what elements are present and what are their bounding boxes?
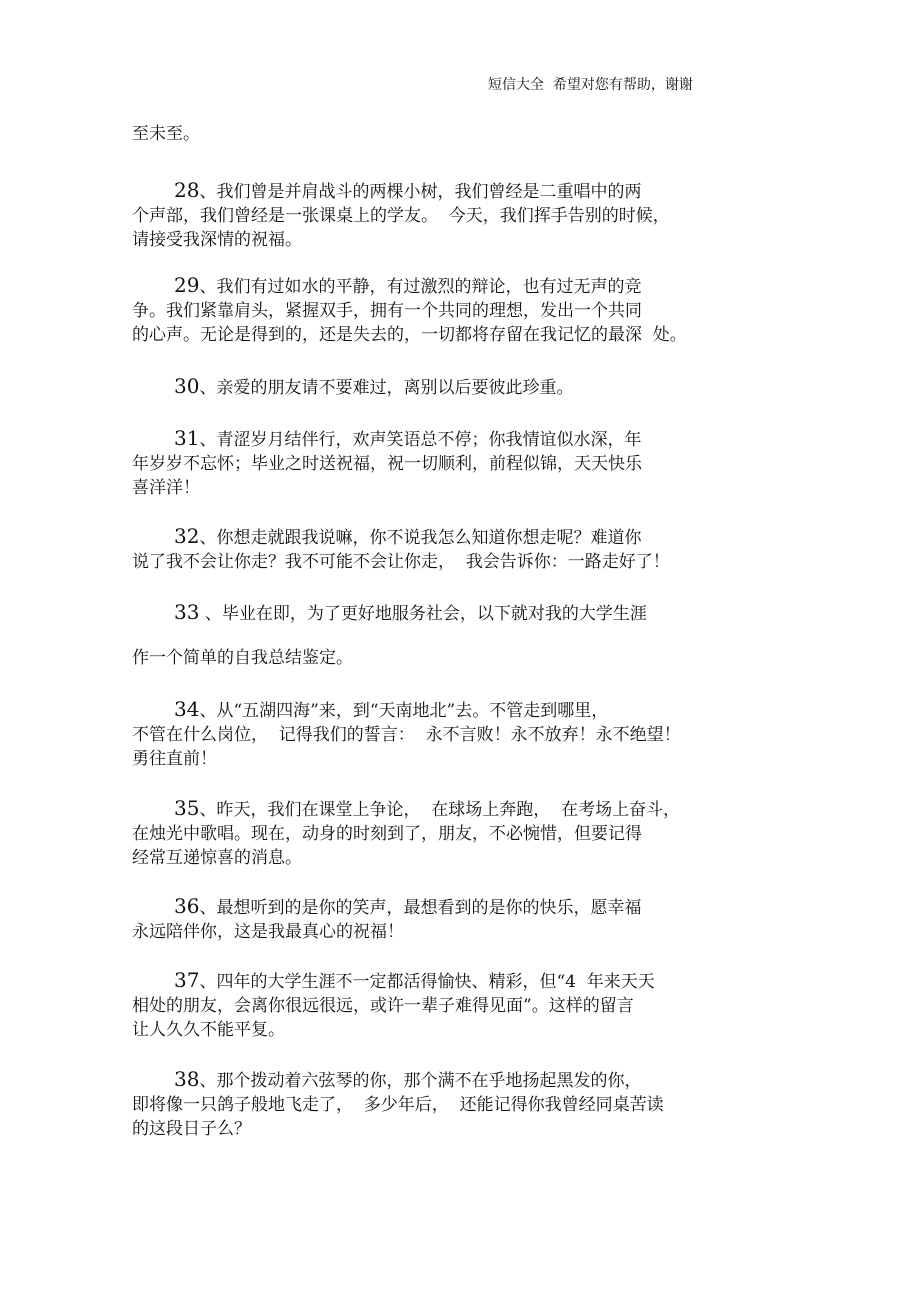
paragraph-line: 至未至。	[132, 124, 200, 144]
paragraph-text: 、从“五湖四海”来，到“天南地北”去。不管走到哪里，	[199, 701, 609, 721]
paragraph-33	[132, 600, 772, 626]
paragraph-35	[132, 796, 772, 870]
paragraph-line: 即将像一只鸽子般地飞走了， 多少年后， 还能记得你我曾经同桌苦读	[132, 1095, 664, 1115]
paragraph-number: 32	[174, 524, 200, 548]
paragraph-number: 31	[174, 426, 200, 450]
paragraph-number: 34	[174, 697, 200, 721]
paragraph-line	[132, 600, 772, 626]
paragraph-31	[132, 426, 772, 500]
paragraph-number: 36	[174, 894, 200, 918]
paragraph-text: 、最想听到的是你的笑声，最想看到的是你的快乐，愿幸福	[199, 898, 642, 918]
paragraph-line: 经常互递惊喜的消息。	[132, 848, 302, 868]
paragraph-29	[132, 273, 772, 347]
paragraph-line	[132, 273, 772, 299]
paragraph-number: 38	[174, 1067, 200, 1091]
paragraph-line: 不管在什么岗位， 记得我们的誓言： 永不言败！永不放弃！永不绝望！	[132, 725, 681, 745]
paragraph-text: 、我们有过如水的平静，有过激烈的辩论，也有过无声的竞	[199, 277, 642, 297]
paragraph-line	[132, 796, 772, 822]
paragraph-38	[132, 1067, 772, 1141]
paragraph-30	[132, 374, 772, 400]
paragraph-line: 喜洋洋！	[132, 478, 200, 498]
paragraph-text: 、那个拨动着六弦琴的你，那个满不在乎地扬起黑发的你，	[199, 1071, 642, 1091]
paragraph-line: 永远陪伴你，这是我最真心的祝福！	[132, 922, 404, 942]
paragraph-text: 、四年的大学生涯不一定都活得愉快、精彩，但“4 年来天天	[199, 972, 655, 992]
paragraph-line: 说了我不会让你走？我不可能不会让你走， 我会告诉你：一路走好了！	[132, 552, 670, 572]
paragraph-line: 个声部，我们曾经是一张课桌上的学友。 今天，我们挥手告别的时候，	[132, 206, 670, 226]
paragraph-36	[132, 894, 772, 944]
paragraph-line	[132, 524, 772, 550]
paragraph-line	[132, 1067, 772, 1093]
paragraph-text: 、毕业在即，为了更好地服务社会，以下就对我的大学生涯	[199, 604, 647, 624]
paragraph-text: 、青涩岁月结伴行，欢声笑语总不停；你我情谊似水深，年	[199, 430, 642, 450]
paragraph-line: 作一个简单的自我总结鉴定。	[132, 648, 353, 668]
paragraph-line: 让人久久不能平复。	[132, 1020, 285, 1040]
page-header: 短信大全 希望对您有帮助，谢谢	[488, 77, 693, 93]
paragraph-line	[132, 178, 772, 204]
paragraph-line	[132, 894, 772, 920]
paragraph-33-continued	[132, 646, 772, 670]
paragraph-text: 、我们曾是并肩战斗的两棵小树，我们曾经是二重唱中的两	[199, 182, 642, 202]
paragraph-line: 争。我们紧靠肩头，紧握双手，拥有一个共同的理想，发出一个共同	[132, 301, 642, 321]
paragraph-line: 的这段日子么？	[132, 1119, 251, 1139]
paragraph-number: 35	[174, 796, 200, 820]
paragraph-line: 在烛光中歌唱。现在，动身的时刻到了，朋友，不必惋惜，但要记得	[132, 824, 642, 844]
paragraph-text: 、你想走就跟我说嘛，你不说我怎么知道你想走呢？难道你	[199, 528, 642, 548]
paragraph-line: 年岁岁不忘怀；毕业之时送祝福，祝一切顺利，前程似锦，天天快乐	[132, 454, 642, 474]
paragraph-line	[132, 968, 772, 994]
paragraph-27-tail	[132, 122, 772, 146]
paragraph-line: 请接受我深情的祝福。	[132, 230, 302, 250]
paragraph-number: 28	[174, 178, 200, 202]
paragraph-line: 相处的朋友，会离你很远很远，或许一辈子难得见面”。这样的留言	[132, 996, 634, 1016]
paragraph-line: 的心声。无论是得到的，还是失去的，一切都将存留在我记忆的最深 处。	[132, 325, 687, 345]
paragraph-line: 勇往直前！	[132, 749, 217, 769]
paragraph-number: 37	[174, 968, 200, 992]
paragraph-line	[132, 374, 772, 400]
paragraph-text: 、昨天，我们在课堂上争论， 在球场上奔跑， 在考场上奋斗，	[199, 800, 681, 820]
paragraph-number: 29	[174, 273, 200, 297]
paragraph-number: 30	[174, 374, 200, 398]
paragraph-34	[132, 697, 772, 771]
paragraph-32	[132, 524, 772, 574]
paragraph-number: 33	[174, 600, 200, 624]
paragraph-text: 、亲爱的朋友请不要难过，离别以后要彼此珍重。	[199, 378, 574, 398]
paragraph-37	[132, 968, 772, 1042]
paragraph-line	[132, 697, 772, 723]
paragraph-line	[132, 426, 772, 452]
paragraph-28	[132, 178, 772, 252]
